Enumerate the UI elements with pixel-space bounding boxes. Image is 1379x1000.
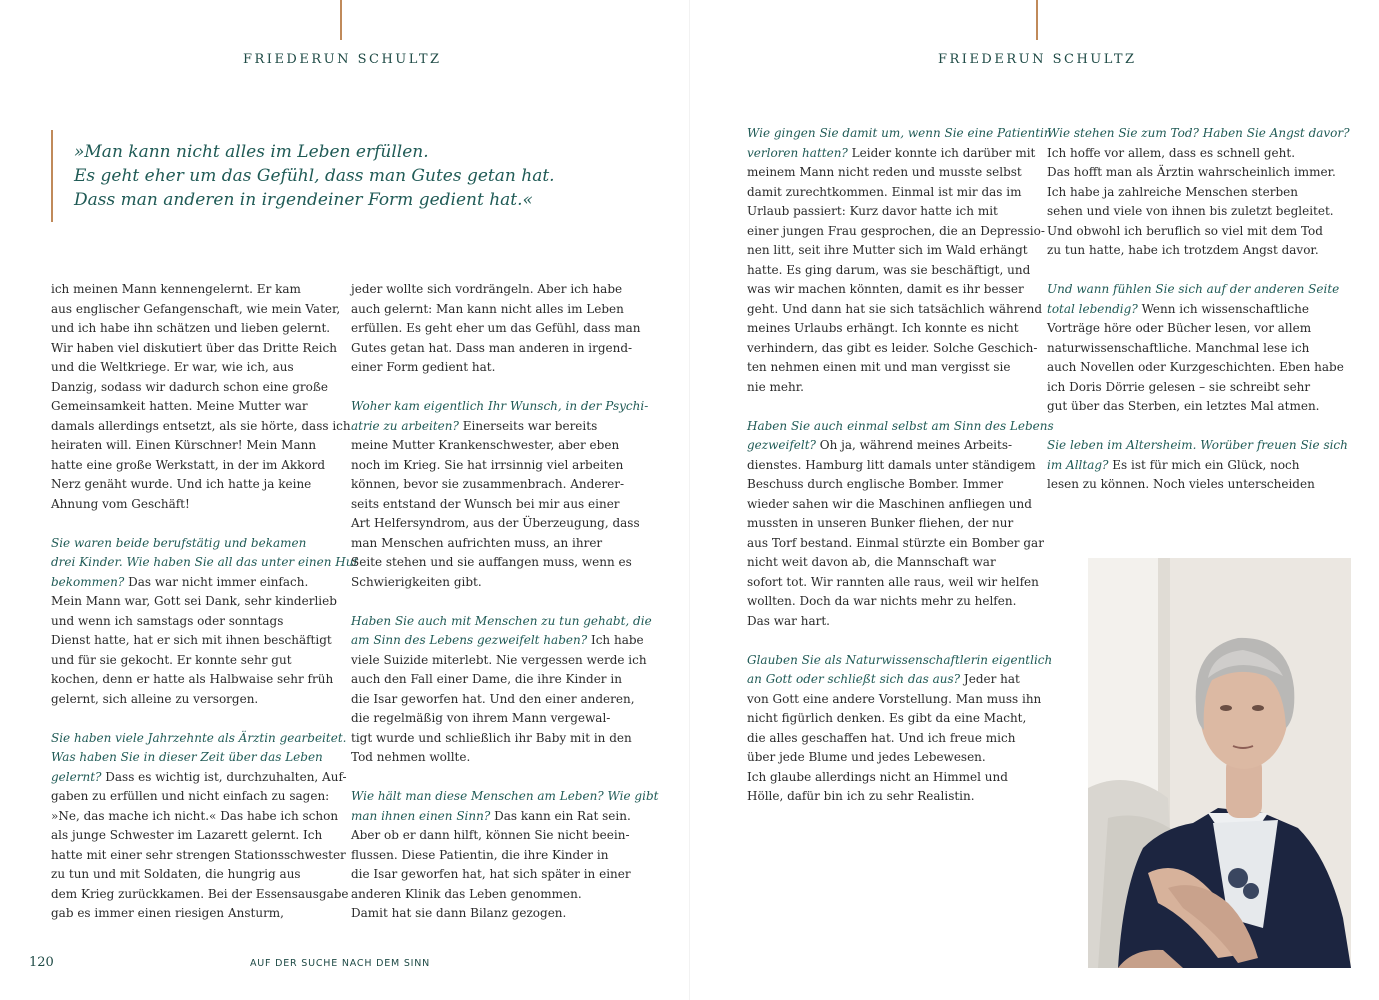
text-line (351, 534, 641, 554)
answer-text: nicht figürlich denken. Es gibt da eine Macht, (747, 711, 1027, 725)
pull-quote-line: Es geht eher um das Gefühl, dass man Gutes getan hat. (74, 166, 555, 186)
answer-text: gab es immer einen riesigen Ansturm, (51, 906, 284, 920)
text-line (51, 885, 349, 905)
text-line (351, 748, 641, 768)
interview-question: im Alltag? (1047, 457, 1109, 472)
answer-text: Jeder hat (960, 672, 1020, 686)
answer-text: hatte mit einer sehr strengen Stationsschwester (51, 847, 346, 862)
answer-text: dienstes. Hamburg litt damals unter ständigem (747, 457, 1036, 472)
answer-text: meinem Mann nicht reden und musste selbst (747, 165, 1022, 179)
answer-text: wollten. Doch da war nichts mehr zu helfen. (747, 594, 1017, 608)
text-line (351, 709, 641, 729)
text-line (351, 280, 641, 300)
text-line (351, 397, 649, 417)
text-line (747, 183, 1032, 203)
portrait-photo (1088, 558, 1351, 968)
answer-text: was wir machen könnten, damit es ihr besser (747, 282, 1024, 296)
answer-text: und ich habe ihn schätzen und lieben gelernt. (51, 321, 331, 335)
text-line (51, 651, 336, 671)
text-line (351, 417, 641, 437)
text-line (51, 631, 336, 651)
text-line (747, 612, 1032, 632)
text-line (1047, 300, 1337, 320)
answer-text: Nerz genäht wurde. Und ich hatte ja keine (51, 477, 312, 491)
answer-text: man Menschen aufrichten muss, an ihrer (351, 535, 603, 550)
text-line (351, 885, 641, 905)
text-line (351, 846, 641, 866)
paragraph (747, 651, 1053, 807)
text-line (1047, 319, 1337, 339)
paragraph (351, 787, 659, 924)
interview-question: Sie haben viele Jahrzehnte als Ärztin gearbeitet. (51, 730, 347, 745)
answer-text: Schwierigkeiten gibt. (351, 574, 482, 589)
answer-text: verhindern, das gibt es leider. Solche Geschich- (747, 340, 1038, 355)
text-line (747, 475, 1032, 495)
pull-quote (51, 130, 674, 222)
answer-text: geht. Und dann hat sie sich tatsächlich während (747, 301, 1043, 316)
interview-question: Sie waren beide berufstätig und bekamen (51, 535, 307, 550)
text-line (1047, 378, 1337, 398)
answer-text: Einerseits war bereits (458, 418, 598, 433)
text-line (747, 456, 1036, 476)
answer-text: Mein Mann war, Gott sei Dank, sehr kinderlieb (51, 594, 337, 608)
paragraph (351, 397, 649, 592)
answer-text: dem Krieg zurückkamen. Bei der Essensausgabe (51, 886, 349, 901)
text-line (1047, 183, 1337, 203)
answer-text: und die Weltkriege. Er war, wie ich, aus (51, 360, 294, 374)
text-column-right-2 (1047, 124, 1350, 514)
interview-question: Wie gingen Sie damit um, wenn Sie eine Patientin (747, 126, 1052, 140)
text-line (51, 495, 336, 515)
right-page (690, 0, 1379, 1000)
text-line (351, 339, 641, 359)
answer-text: Das hofft man als Ärztin wahrscheinlich immer. (1047, 165, 1336, 179)
interview-question: Und wann fühlen Sie sich auf der anderen Seite (1047, 282, 1340, 296)
paragraph (1047, 280, 1344, 417)
answer-text: aus Torf bestand. Einmal stürzte ein Bomber gar (747, 535, 1044, 550)
text-line (1047, 280, 1340, 300)
text-line (351, 729, 641, 749)
answer-text: Gemeinsamkeit hatten. Meine Mutter war (51, 399, 308, 413)
answer-text: können, bevor sie zusammenbrach. Anderer- (351, 477, 625, 491)
text-column-left-1 (51, 280, 359, 943)
answer-text: nicht weit davon ab, die Mannschaft war (747, 555, 996, 569)
answer-text: die regelmäßig von ihrem Mann vergewal- (351, 711, 611, 725)
text-line (351, 690, 641, 710)
text-line (51, 787, 336, 807)
text-line (747, 436, 1032, 456)
text-line (51, 534, 336, 554)
answer-text: über jede Blume und jedes Lebewesen. (747, 750, 986, 764)
text-line (1047, 124, 1350, 144)
paragraph (747, 417, 1054, 632)
left-page (0, 0, 689, 1000)
text-line (747, 339, 1038, 359)
answer-text: zu tun hatte, habe ich trotzdem Angst davor. (1047, 243, 1319, 257)
text-line (747, 261, 1032, 281)
paragraph (747, 124, 1052, 397)
text-line (1047, 456, 1337, 476)
answer-text: naturwissenschaftliche. Manchmal lese ich (1047, 340, 1310, 355)
answer-text: tigt wurde und schließlich ihr Baby mit in den (351, 730, 632, 745)
answer-text: flussen. Diese Patientin, die ihre Kinder in (351, 847, 609, 862)
text-line (351, 651, 647, 671)
answer-text: ich Doris Dörrie gelesen – sie schreibt sehr (1047, 379, 1311, 394)
paragraph (51, 729, 349, 924)
text-line (351, 807, 641, 827)
text-line (1047, 144, 1337, 164)
interview-question: Wie hält man diese Menschen am Leben? Wie gibt (351, 789, 659, 803)
answer-text: zu tun und mit Soldaten, die hungrig aus (51, 867, 301, 881)
text-line (51, 553, 359, 573)
pull-quote-line: »Man kann nicht alles im Leben erfüllen. (74, 142, 429, 162)
text-line (51, 729, 347, 749)
text-line (351, 300, 641, 320)
text-line (51, 612, 336, 632)
interview-question: Woher kam eigentlich Ihr Wunsch, in der Psychi- (351, 399, 649, 413)
text-line (351, 358, 641, 378)
answer-text: ich meinen Mann kennengelernt. Er kam (51, 282, 301, 296)
text-line (351, 456, 641, 476)
answer-text: Hölle, dafür bin ich zu sehr Realistin. (747, 789, 975, 803)
interview-question: bekommen? (51, 574, 125, 589)
answer-text: Ich habe ja zahlreiche Menschen sterben (1047, 184, 1298, 199)
text-line (351, 904, 641, 924)
paragraph (51, 280, 351, 514)
text-line (51, 456, 336, 476)
text-line (747, 319, 1032, 339)
answer-text: und für sie gekocht. Er konnte sehr gut (51, 652, 292, 667)
answer-text: mussten in unseren Bunker fliehen, der nur (747, 516, 1014, 530)
interview-question: atrie zu arbeiten? (351, 418, 459, 433)
text-line (747, 768, 1032, 788)
answer-text: Ich habe (587, 633, 644, 647)
text-line (747, 748, 1032, 768)
answer-text: lesen zu können. Noch vieles unterscheiden (1047, 477, 1315, 491)
answer-text: viele Suizide miterlebt. Nie vergessen werde ich (351, 652, 647, 667)
text-line (747, 534, 1044, 554)
text-line (51, 280, 336, 300)
text-column-left-2 (351, 280, 659, 943)
text-line (51, 768, 347, 788)
text-line (51, 846, 346, 866)
answer-text: Und obwohl ich beruflich so viel mit dem Tod (1047, 223, 1323, 238)
text-line (51, 436, 336, 456)
answer-text: die alles geschaffen hat. Und ich freue mich (747, 730, 1016, 745)
text-line (747, 241, 1032, 261)
interview-question: total lebendig? (1047, 301, 1138, 316)
text-line (51, 358, 336, 378)
text-line (747, 651, 1053, 671)
text-line (351, 865, 641, 885)
paragraph (351, 280, 641, 378)
text-line (51, 807, 339, 827)
answer-text: gelernt, sich alleine zu versorgen. (51, 691, 259, 706)
text-line (747, 514, 1032, 534)
book-title-footer: AUF DER SUCHE NACH DEM SINN (250, 958, 431, 969)
answer-text: aus englischer Gefangenschaft, wie mein Vater, (51, 301, 341, 316)
text-line (51, 670, 336, 690)
answer-text: Beschuss durch englische Bomber. Immer (747, 477, 1004, 491)
answer-text: Das kann ein Rat sein. (490, 808, 631, 823)
answer-text: Vorträge höre oder Bücher lesen, vor allem (1047, 321, 1312, 335)
text-line (51, 475, 336, 495)
interview-question: Haben Sie auch einmal selbst am Sinn des Lebens (747, 418, 1054, 433)
interview-question: Was haben Sie in dieser Zeit über das Leben (51, 750, 323, 764)
text-line (51, 592, 336, 612)
text-line (51, 378, 336, 398)
text-line (51, 865, 336, 885)
text-line (747, 495, 1032, 515)
paragraph (1047, 436, 1348, 495)
interview-question: Sie leben im Altersheim. Worüber freuen Sie sich (1047, 438, 1348, 452)
text-line (747, 690, 1042, 710)
text-line (351, 826, 641, 846)
answer-text: ten nehmen einen mit und man vergisst sie (747, 360, 1011, 374)
interview-question: Haben Sie auch mit Menschen zu tun gehabt, die (351, 613, 652, 628)
answer-text: Seite stehen und sie auffangen muss, wenn es (351, 555, 632, 569)
text-line (1047, 475, 1337, 495)
text-line (51, 748, 336, 768)
answer-text: Dass es wichtig ist, durchzuhalten, Auf- (101, 769, 347, 784)
answer-text: Aber ob er dann hilft, können Sie nicht beein- (351, 828, 630, 842)
text-line (351, 319, 641, 339)
answer-text: Urlaub passiert: Kurz davor hatte ich mit (747, 204, 998, 218)
paragraph (351, 612, 652, 768)
answer-text: Ich glaube allerdings nicht an Himmel und (747, 769, 1008, 784)
answer-text: meines Urlaubs erhängt. Ich konnte es nicht (747, 321, 1019, 335)
answer-text: damals allerdings entsetzt, als sie hörte, dass ich (51, 418, 351, 433)
answer-text: auch Novellen oder Kurzgeschichten. Eben habe (1047, 360, 1344, 374)
text-line (747, 417, 1054, 437)
answer-text: wieder sahen wir die Maschinen anfliegen und (747, 496, 1032, 511)
text-line (1047, 241, 1337, 261)
text-line (747, 144, 1036, 164)
text-line (51, 904, 336, 924)
answer-text: noch im Krieg. Sie hat irrsinnig viel arbeiten (351, 457, 624, 472)
text-line (747, 729, 1032, 749)
answer-text: sofort tot. Wir rannten alle raus, weil wir helfen (747, 574, 1039, 589)
answer-text: kochen, denn er hatte als Halbwaise sehr früh (51, 672, 334, 686)
running-head: FRIEDERUN SCHULTZ (243, 52, 442, 67)
text-line (351, 612, 652, 632)
text-line (747, 358, 1032, 378)
answer-text: Wir haben viel diskutiert über das Dritte Reich (51, 340, 337, 355)
text-line (351, 436, 641, 456)
answer-text: einer Form gedient hat. (351, 360, 496, 374)
text-line (747, 163, 1032, 183)
text-line (351, 670, 641, 690)
top-rule (340, 0, 342, 40)
answer-text: gut über das Sterben, ein letztes Mal atmen. (1047, 399, 1320, 413)
answer-text: Gutes getan hat. Dass man anderen in irgend- (351, 340, 633, 355)
interview-question: drei Kinder. Wie haben Sie all das unter einen Hut (51, 555, 359, 569)
answer-text: Ich hoffe vor allem, dass es schnell geht. (1047, 145, 1296, 160)
text-line (51, 397, 336, 417)
answer-text: nie mehr. (747, 379, 804, 394)
answer-text: Art Helfersyndrom, aus der Überzeugung, dass (351, 516, 640, 530)
answer-text: hatte eine große Werkstatt, in der im Akkord (51, 457, 326, 472)
answer-text: erfüllen. Es geht eher um das Gefühl, dass man (351, 321, 641, 335)
text-line (51, 690, 336, 710)
answer-text: seits entstand der Wunsch bei mir aus einer (351, 496, 620, 511)
text-line (1047, 397, 1337, 417)
answer-text: Tod nehmen wollte. (351, 750, 471, 764)
answer-text: gaben zu erfüllen und nicht einfach zu sagen: (51, 789, 330, 803)
answer-text: als junge Schwester im Lazarett gelernt. Ich (51, 828, 323, 842)
text-line (351, 573, 641, 593)
interview-question: gezweifelt? (747, 438, 816, 452)
answer-text: Wenn ich wissenschaftliche (1137, 301, 1309, 316)
answer-text: »Ne, das mache ich nicht.« Das habe ich schon (51, 808, 339, 823)
answer-text: Ahnung vom Geschäft! (51, 496, 190, 511)
interview-question: verloren hatten? (747, 145, 848, 160)
text-line (1047, 436, 1348, 456)
text-line (747, 573, 1039, 593)
text-line (747, 300, 1043, 320)
answer-text: Es ist für mich ein Glück, noch (1108, 457, 1300, 472)
answer-text: anderen Klinik das Leben genommen. (351, 886, 582, 901)
answer-text: auch den Fall einer Dame, die ihre Kinder in (351, 672, 622, 686)
answer-text: Leider konnte ich darüber mit (847, 145, 1036, 160)
text-line (51, 300, 341, 320)
text-line (747, 709, 1032, 729)
answer-text: hatte. Es ging darum, was sie beschäftigt, und (747, 262, 1031, 277)
paragraph (51, 534, 359, 710)
answer-text: Das war hart. (747, 613, 830, 628)
text-line (351, 514, 641, 534)
running-head: FRIEDERUN SCHULTZ (938, 52, 1137, 67)
text-line (51, 339, 336, 359)
text-line (1047, 339, 1337, 359)
text-line (1047, 358, 1344, 378)
interview-question: Glauben Sie als Naturwissenschaftlerin eigentlich (747, 652, 1053, 667)
answer-text: jeder wollte sich vordrängeln. Aber ich habe (351, 282, 623, 296)
text-line (51, 573, 336, 593)
interview-question: Wie stehen Sie zum Tod? Haben Sie Angst davor? (1047, 126, 1350, 140)
text-line (747, 222, 1045, 242)
text-line (747, 280, 1032, 300)
answer-text: auch gelernt: Man kann nicht alles im Leben (351, 301, 624, 316)
answer-text: damit zurechtkommen. Einmal ist mir das im (747, 184, 1022, 199)
answer-text: nen litt, seit ihre Mutter sich im Wald erhängt (747, 243, 1028, 257)
text-line (747, 787, 1032, 807)
text-line (51, 319, 336, 339)
text-line (51, 826, 336, 846)
text-line (747, 378, 1032, 398)
text-line (747, 124, 1052, 144)
paragraph (1047, 124, 1350, 261)
top-rule (1036, 0, 1038, 40)
answer-text: heiraten will. Einen Kürschner! Mein Mann (51, 438, 317, 452)
answer-text: und wenn ich samstags oder sonntags (51, 613, 284, 628)
text-line (747, 202, 1032, 222)
answer-text: von Gott eine andere Vorstellung. Man muss ihn (747, 691, 1042, 706)
answer-text: die Isar geworfen hat. Und den einer anderen, (351, 691, 635, 706)
pull-quote-line: Dass man anderen in irgendeiner Form gedient hat.« (74, 190, 533, 210)
text-line (351, 475, 641, 495)
text-column-right-1 (747, 124, 1054, 826)
text-line (747, 670, 1032, 690)
interview-question: man ihnen einen Sinn? (351, 808, 491, 823)
interview-question: am Sinn des Lebens gezweifelt haben? (351, 633, 588, 647)
interview-question: an Gott oder schließt sich das aus? (747, 672, 961, 686)
page-number: 120 (29, 955, 54, 970)
text-line (351, 553, 641, 573)
text-line (747, 592, 1032, 612)
text-line (351, 631, 644, 651)
text-line (1047, 202, 1337, 222)
text-line (51, 417, 351, 437)
text-line (351, 495, 641, 515)
answer-text: die Isar geworfen hat, hat sich später in einer (351, 867, 631, 881)
text-line (1047, 163, 1337, 183)
answer-text: sehen und viele von ihnen bis zuletzt begleitet. (1047, 204, 1334, 218)
answer-text: Dienst hatte, hat er sich mit ihnen beschäftigt (51, 633, 332, 647)
text-line (351, 787, 659, 807)
answer-text: Danzig, sodass wir dadurch schon eine große (51, 379, 328, 394)
answer-text: Damit hat sie dann Bilanz gezogen. (351, 906, 567, 920)
interview-question: gelernt? (51, 769, 102, 784)
answer-text: einer jungen Frau gesprochen, die an Depressio- (747, 223, 1045, 238)
answer-text: Oh ja, während meines Arbeits- (815, 438, 1013, 452)
answer-text: Das war nicht immer einfach. (124, 574, 309, 589)
answer-text: meine Mutter Krankenschwester, aber eben (351, 438, 620, 452)
text-line (1047, 222, 1337, 242)
text-line (747, 553, 1032, 573)
